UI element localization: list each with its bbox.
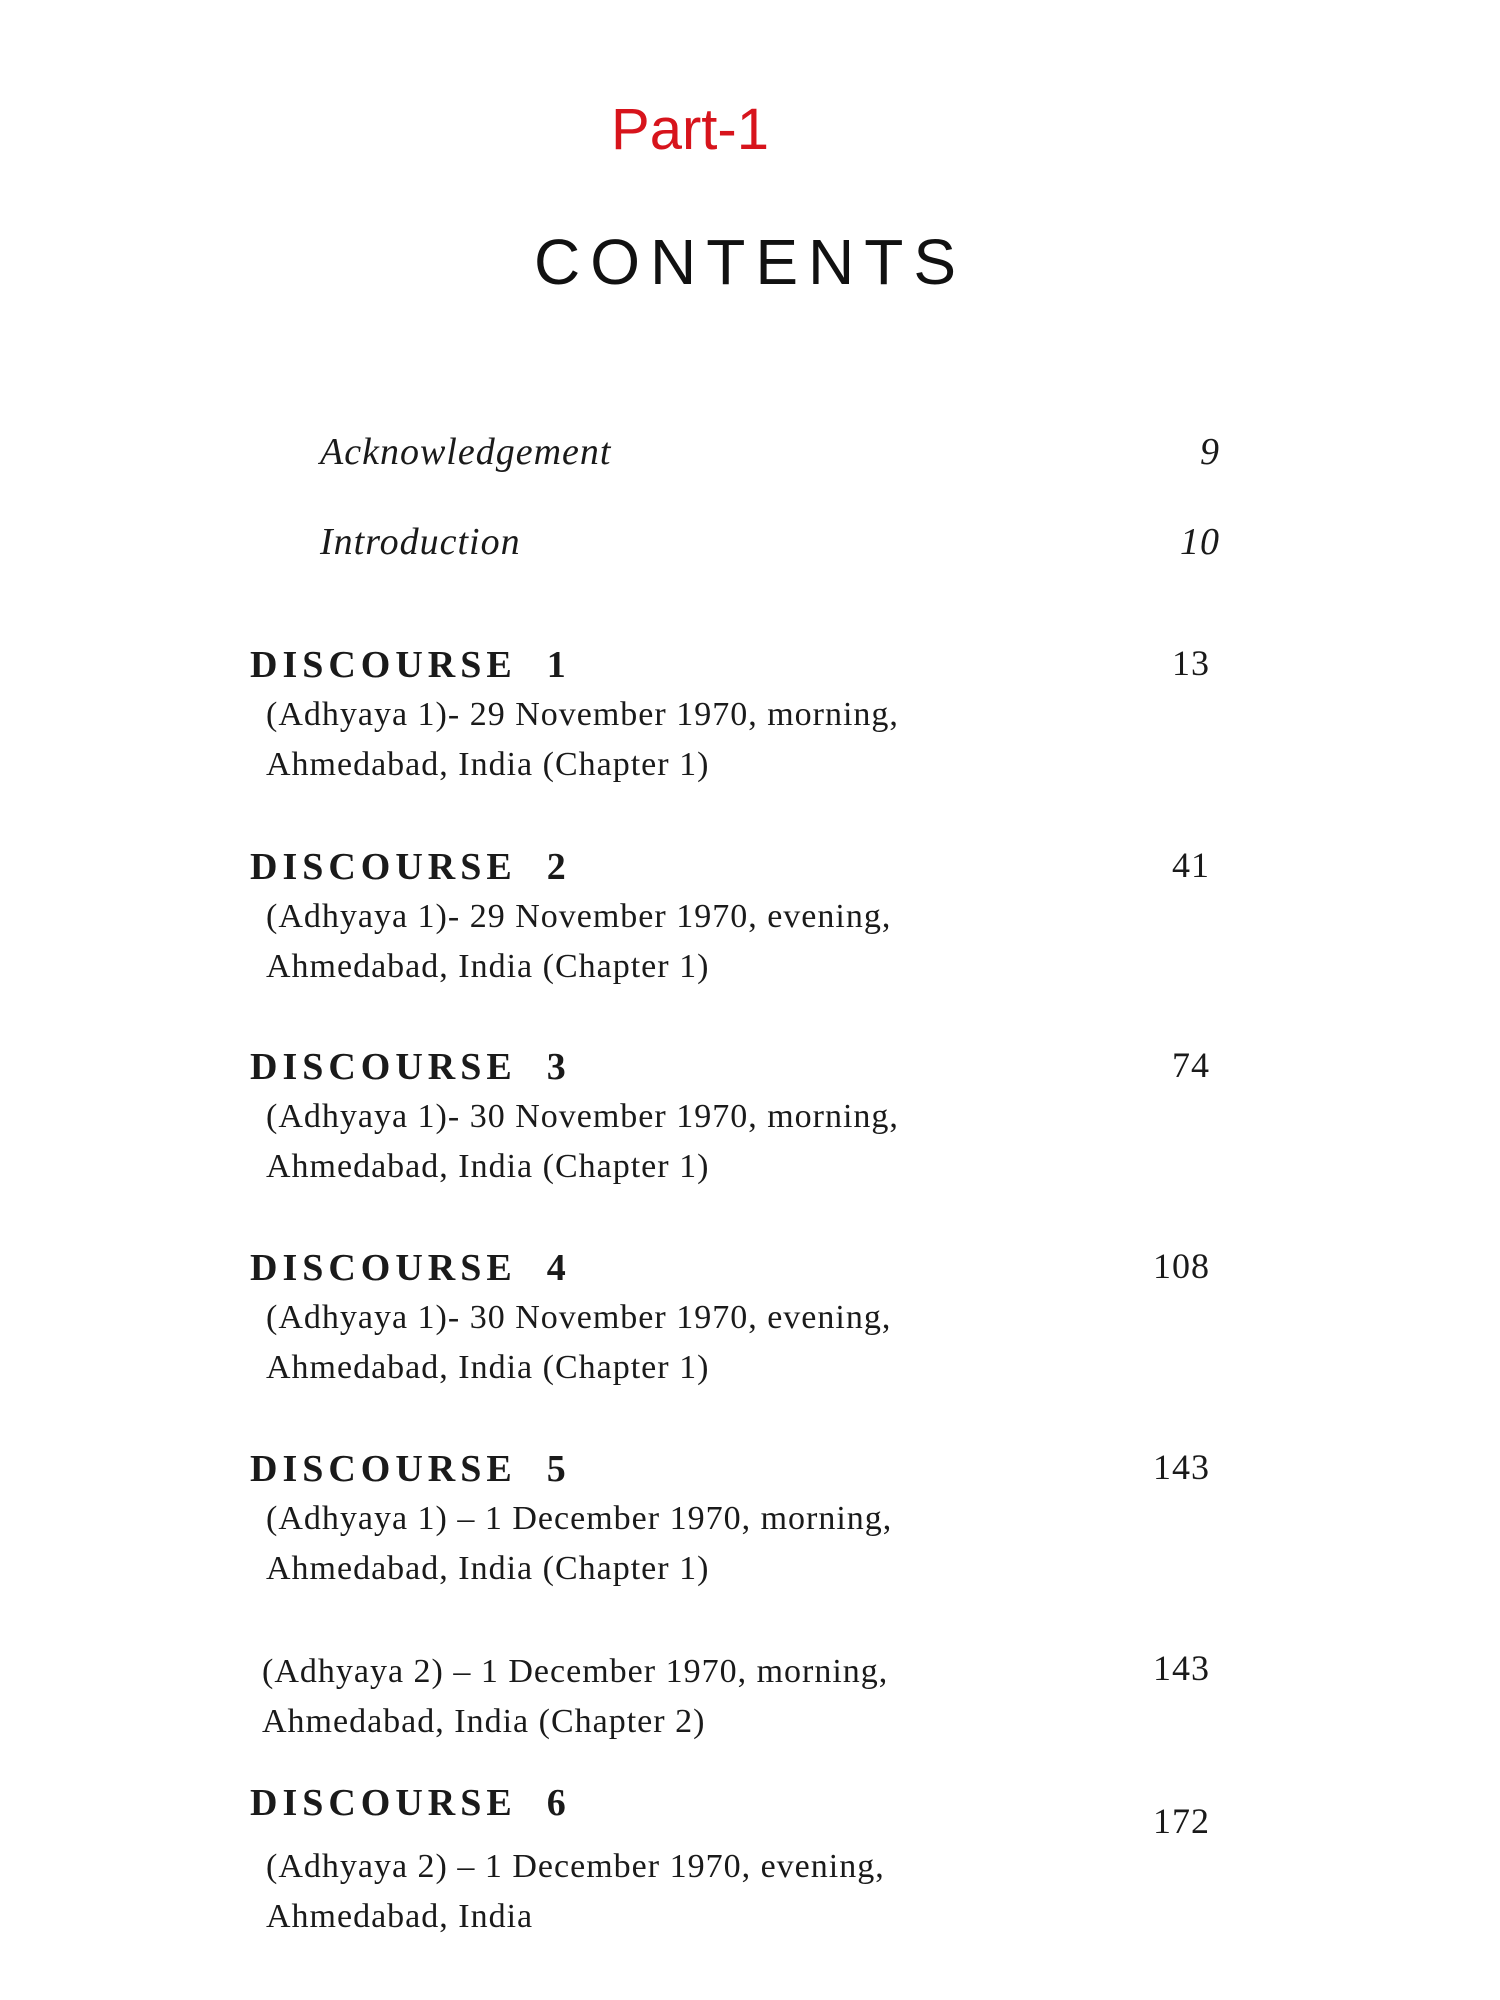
toc-entry-discourse-1[interactable] [250,640,1210,790]
toc-entry-discourse-5[interactable] [250,1444,1210,1594]
discourse-heading: DISCOURSE 3 [250,1046,571,1088]
discourse-heading: DISCOURSE 1 [250,644,571,686]
discourse-heading: DISCOURSE 5 [250,1448,571,1490]
toc-entry-discourse-4[interactable] [250,1243,1210,1393]
entry-page-number: 41 [1172,845,1210,885]
discourse-detail-line: (Adhyaya 1)- 29 November 1970, evening, [266,898,892,935]
toc-entry-introduction[interactable] [320,520,1220,564]
discourse-detail-line: Ahmedabad, India (Chapter 1) [266,1148,710,1185]
toc-entry-discourse-3[interactable] [250,1042,1210,1192]
discourse-detail-line: Ahmedabad, India (Chapter 1) [266,746,710,783]
discourse-detail-line: (Adhyaya 1)- 30 November 1970, evening, [266,1299,892,1336]
discourse-detail-line: (Adhyaya 2) – 1 December 1970, evening, [266,1848,885,1885]
entry-title: Acknowledgement [320,431,612,473]
discourse-detail-line: Ahmedabad, India (Chapter 2) [262,1703,706,1740]
discourse-heading: DISCOURSE 6 [250,1782,571,1824]
entry-page-number: 10 [1180,521,1220,563]
entry-page-number: 74 [1172,1045,1210,1085]
toc-entry-discourse-6[interactable] [250,1778,1210,1942]
discourse-detail-line: (Adhyaya 1) – 1 December 1970, morning, [266,1500,893,1537]
entry-page-number: 9 [1200,431,1220,473]
discourse-detail-line: Ahmedabad, India (Chapter 1) [266,1550,710,1587]
entry-page-number: 13 [1172,643,1210,683]
discourse-detail-line: (Adhyaya 2) – 1 December 1970, morning, [262,1653,889,1690]
entry-page-number: 143 [1153,1447,1210,1487]
entry-page-number: 172 [1153,1801,1210,1841]
entry-page-number: 143 [1153,1648,1210,1688]
entry-title: Introduction [320,521,521,563]
discourse-heading: DISCOURSE 2 [250,846,571,888]
contents-heading: CONTENTS [534,226,966,298]
part-title: Part-1 [611,97,769,162]
discourse-detail-line: Ahmedabad, India (Chapter 1) [266,1349,710,1386]
discourse-detail-line: (Adhyaya 1)- 29 November 1970, morning, [266,696,899,733]
toc-entry-acknowledgement[interactable] [320,430,1220,474]
toc-subentry-adhyaya-2[interactable] [262,1647,1210,1747]
toc-entry-discourse-2[interactable] [250,842,1210,992]
entry-page-number: 108 [1153,1246,1210,1286]
discourse-detail-line: Ahmedabad, India (Chapter 1) [266,948,710,985]
discourse-detail-line: (Adhyaya 1)- 30 November 1970, morning, [266,1098,899,1135]
discourse-detail-line: Ahmedabad, India [266,1898,534,1935]
discourse-heading: DISCOURSE 4 [250,1247,571,1289]
